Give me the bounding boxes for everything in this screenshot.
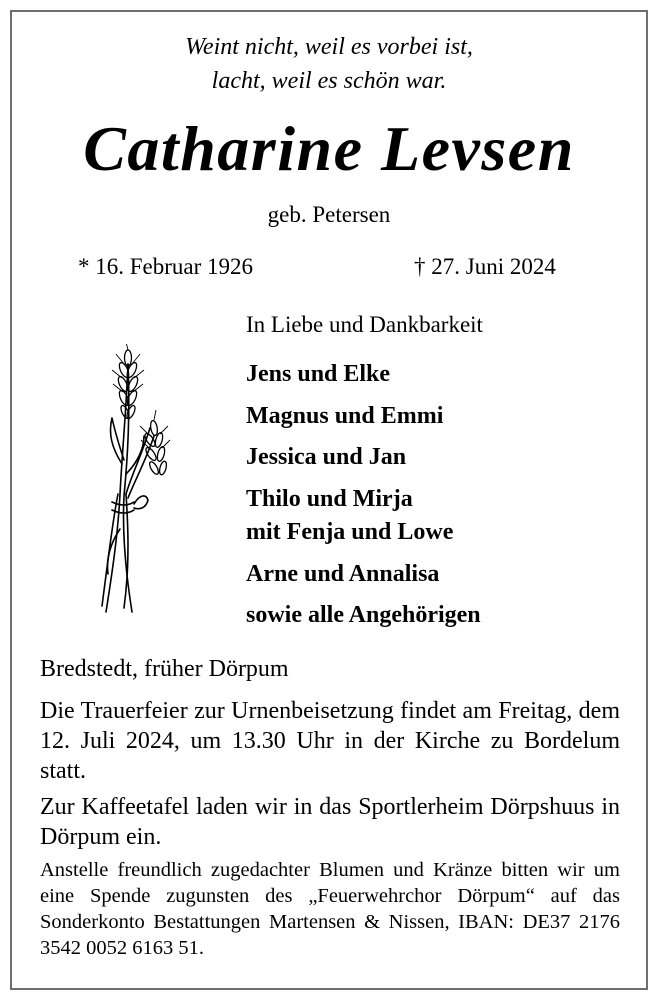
residence: Bredstedt, früher Dörpum — [40, 656, 289, 682]
coffee-text: Zur Kaffeetafel laden wir in das Sportlerheim Dörpshuus in Dörpum ein. — [40, 794, 620, 850]
birth-date: * 16. Februar 1926 — [78, 254, 254, 279]
ceremony-text: Die Trauerfeier zur Urnenbeisetzung findet am Freitag, dem 12. Juli 2024, um 13.30 Uhr in der Kirche zu Bordelum statt. — [40, 698, 620, 784]
mourner-name: Thilo und Mirja — [246, 486, 413, 512]
death-date: † 27. Juni 2024 — [414, 254, 556, 279]
mourner-name: Magnus und Emmi — [246, 403, 444, 429]
mourner-name: mit Fenja und Lowe — [246, 519, 454, 545]
mourner-name: Arne und Annalisa — [246, 561, 440, 587]
deceased-name: Catharine Levsen — [83, 113, 575, 184]
mourner-name: sowie alle Angehörigen — [246, 602, 481, 628]
quote-line-2: lacht, weil es schön war. — [211, 68, 447, 94]
mourner-name: Jessica und Jan — [246, 444, 407, 470]
donation-text: Anstelle freundlich zugedachter Blumen und Kränze bitten wir um eine Spende zugunsten des „Feuerwehrchor Dörpum“ auf das Sonderkonto Bestattungen Martensen & Nissen, IBAN: DE37 2176 3542 0052 6163 51. — [40, 859, 620, 959]
wheat-sheaf-icon — [88, 344, 188, 619]
mourner-name: Jens und Elke — [246, 361, 391, 387]
mourners-intro: In Liebe und Dankbarkeit — [246, 312, 483, 337]
birth-name: geb. Petersen — [267, 202, 391, 227]
quote-line-1: Weint nicht, weil es vorbei ist, — [185, 34, 473, 60]
